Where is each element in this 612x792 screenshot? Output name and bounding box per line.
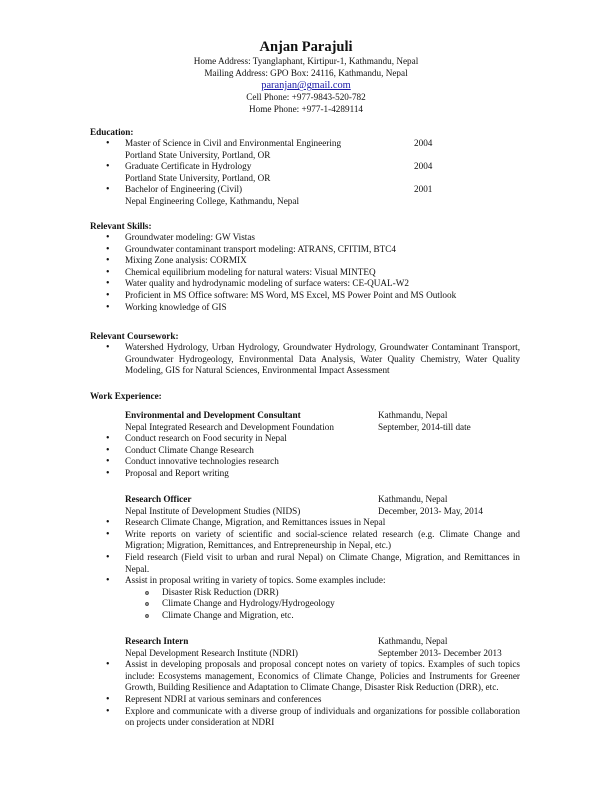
degree: • Graduate Certificate in Hydrology xyxy=(125,161,252,172)
job-position: Research Officer xyxy=(125,494,192,504)
degree: • Master of Science in Civil and Environmental Engineering xyxy=(125,138,342,148)
degree-year: 2004 xyxy=(414,138,433,148)
cell-phone: Cell Phone: +977-9843-520-782 xyxy=(246,92,366,103)
sub-list-item: o Climate Change and Migration, etc. xyxy=(0,610,612,622)
skills-heading: Relevant Skills: xyxy=(90,221,152,231)
list-item: • Chemical equilibrium modeling for natural waters: Visual MINTEQ xyxy=(0,267,520,279)
education-heading: Education: xyxy=(90,127,134,137)
list-item xyxy=(0,138,520,161)
job-entry xyxy=(0,410,612,480)
applicant-name: Anjan Parajuli xyxy=(259,39,353,55)
job-organization: Nepal Integrated Research and Development Foundation xyxy=(125,421,334,432)
list-item: • Assist in developing proposals and proposal concept notes on variety of topics. Examples of such topics include: Ecosystems management, Economics of Climate Change, Policies and Instruments for Greener Growth, Building Resilience and Adaptation to Climate Change, Disaster Risk Reduction (DRR), etc. xyxy=(0,659,520,694)
list-item xyxy=(0,184,520,207)
list-item: • Groundwater modeling: GW Vistas xyxy=(0,232,520,244)
job-dates: December, 2013- May, 2014 xyxy=(378,505,483,516)
coursework-heading: Relevant Coursework: xyxy=(90,331,179,341)
job-position: Environmental and Development Consultant xyxy=(125,410,301,420)
list-item: • Field research (Field visit to urban and rural Nepal) on Climate Change, Migration, and Remittances in Nepal. xyxy=(0,552,520,575)
degree: • Bachelor of Engineering (Civil) xyxy=(125,184,243,195)
list-item: • Conduct research on Food security in Nepal xyxy=(0,433,520,445)
list-item: • Watershed Hydrology, Urban Hydrology, Groundwater Hydrology, Groundwater Contaminant Transport, Groundwater Hydrogeology, Environmental Data Analysis, Water Quality Chemistry, Water Quality Modeling, GIS for Natural Sciences, Environmental Impact Assessment xyxy=(0,342,520,377)
degree-year: 2004 xyxy=(414,161,433,172)
list-item: • Write reports on variety of scientific and social-science related research (e.g. Climate Change and Migration; Migration, Remittances, and Entrepreneurship in Nepal, etc.) xyxy=(0,529,520,552)
mailing-address: Mailing Address: GPO Box: 24116, Kathmandu, Nepal xyxy=(204,67,408,78)
coursework-list xyxy=(0,342,520,377)
list-item: • Working knowledge of GIS xyxy=(0,302,520,314)
list-item: • Conduct innovative technologies research xyxy=(0,456,520,468)
list-item: • Research Climate Change, Migration, and Remittances issues in Nepal xyxy=(0,517,520,529)
job-entry xyxy=(0,636,612,729)
school: Portland State University, Portland, OR xyxy=(125,172,271,183)
list-item: • Mixing Zone analysis: CORMIX xyxy=(0,255,520,267)
school: Nepal Engineering College, Kathmandu, Nepal xyxy=(125,195,299,206)
list-item xyxy=(0,161,520,184)
list-item: • Water quality and hydrodynamic modeling of surface waters: CE-QUAL-W2 xyxy=(0,278,520,290)
school: Portland State University, Portland, OR xyxy=(125,149,271,160)
job-entry xyxy=(0,494,612,622)
degree-year: 2001 xyxy=(414,184,433,195)
job-dates: September 2013- December 2013 xyxy=(378,647,502,658)
education-list xyxy=(0,138,612,208)
list-item: • Conduct Climate Change Research xyxy=(0,445,520,457)
skills-list xyxy=(0,232,520,313)
home-phone: Home Phone: +977-1-4289114 xyxy=(248,103,364,114)
list-item: • Groundwater contaminant transport modeling: ATRANS, CFITIM, BTC4 xyxy=(0,244,520,256)
sub-list-item: o Climate Change and Hydrology/Hydrogeology xyxy=(0,598,612,610)
job-organization: Nepal Institute of Development Studies (NIDS) xyxy=(125,505,301,516)
job-location: Kathmandu, Nepal xyxy=(378,636,448,646)
email-link[interactable]: paranjan@gmail.com xyxy=(261,80,351,92)
list-item: • Proposal and Report writing xyxy=(0,468,520,480)
list-item: • Explore and communicate with a diverse group of individuals and organizations for possible collaboration on projects under consideration at NDRI xyxy=(0,706,520,729)
home-address: Home Address: Tyanglaphant, Kirtipur-1, Kathmandu, Nepal xyxy=(193,56,419,66)
job-location: Kathmandu, Nepal xyxy=(378,410,448,420)
resume-header xyxy=(0,38,612,115)
list-item: • Proficient in MS Office software: MS Word, MS Excel, MS Power Point and MS Outlook xyxy=(0,290,520,302)
job-position: Research Intern xyxy=(125,636,189,646)
list-item: • Assist in proposal writing in variety of topics. Some examples include: xyxy=(0,575,520,587)
job-organization: Nepal Development Research Institute (NDRI) xyxy=(125,647,298,658)
job-location: Kathmandu, Nepal xyxy=(378,494,448,504)
sub-list-item: o Disaster Risk Reduction (DRR) xyxy=(0,587,612,599)
work-heading: Work Experience: xyxy=(90,391,162,401)
job-dates: September, 2014-till date xyxy=(378,421,471,432)
list-item: • Represent NDRI at various seminars and conferences xyxy=(0,694,520,706)
